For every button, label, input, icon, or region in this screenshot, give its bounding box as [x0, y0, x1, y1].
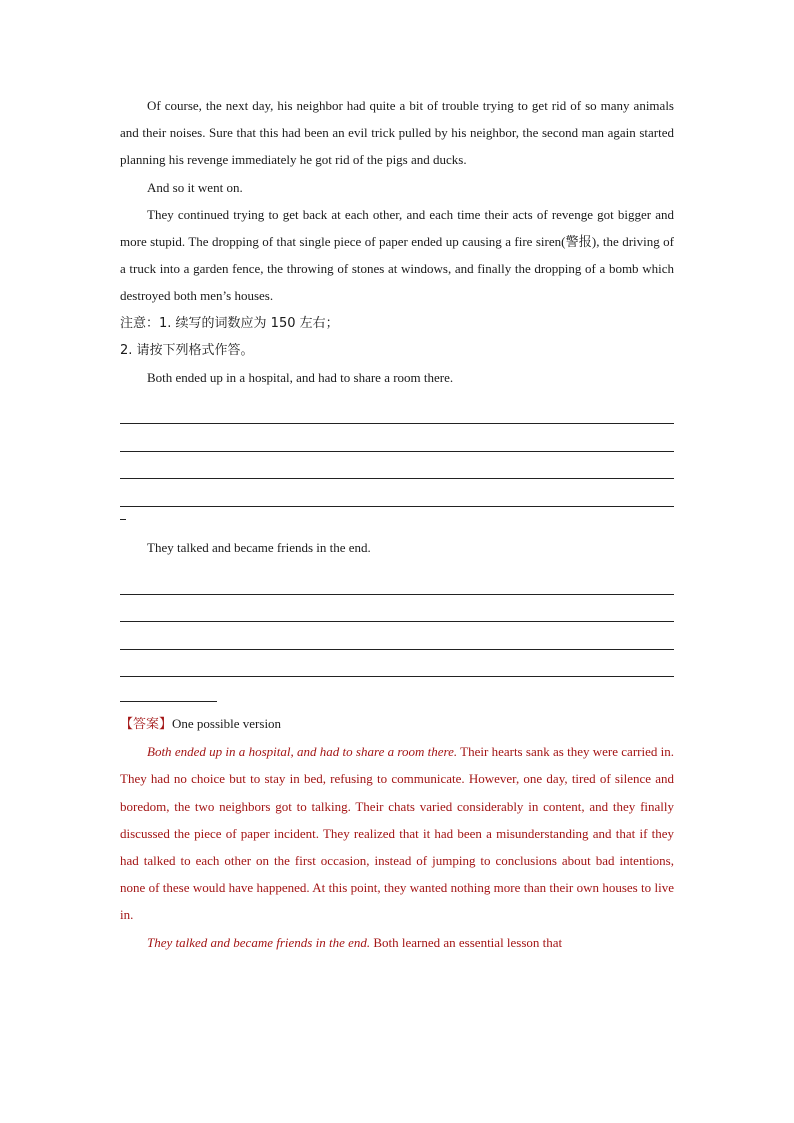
writing-line[interactable]	[120, 567, 674, 595]
passage-paragraph-1: Of course, the next day, his neighbor had quite a bit of trouble trying to get rid of so many animals and their noises. Sure that this had been an evil trick pulled by his neighbor, the second man again started planning his revenge immediately he got rid of the pigs and ducks.	[120, 98, 674, 168]
prompt-paragraph-1: Both ended up in a hospital, and had to share a room there.	[147, 369, 454, 385]
note-word-count: 注意：1. 续写的词数应为 150 左右；	[120, 315, 339, 331]
answer-paragraph-1-body: Their hearts sank as they were carried in. They had no choice but to stay in bed, refusing to communicate. However, one day, tired of silence and boredom, the two neighbors got to talking. Their chats varied considerably in content, and they finally discussed the piece of paper incident. They realized that it had been a misunderstanding and that if they had talked to each other on the first occasion, instead of jumping to conclusions about bad intentions, none of these would have happened. At this point, they wanted nothing more than their own houses to live in.	[120, 744, 674, 923]
writing-line[interactable]	[120, 397, 674, 425]
passage-paragraph-2: And so it went on.	[147, 179, 243, 195]
writing-line[interactable]	[120, 452, 674, 480]
answer-paragraph-2-body: Both learned an essential lesson that	[370, 934, 563, 950]
writing-lines-2	[120, 567, 674, 702]
writing-line[interactable]	[120, 595, 674, 623]
writing-line[interactable]	[120, 622, 674, 650]
writing-line[interactable]	[120, 650, 674, 678]
answer-header	[120, 710, 674, 738]
answer-intro: One possible version	[172, 716, 282, 732]
writing-line-short[interactable]	[120, 677, 217, 702]
note-format: 2. 请按下列格式作答。	[120, 342, 254, 358]
answer-tag: 【答案】	[120, 717, 173, 733]
writing-line[interactable]	[120, 424, 674, 452]
passage-paragraph-3: They continued trying to get back at each other, and each time their acts of revenge got bigger and more stupid. The dropping of that single piece of paper ended up causing a fire siren(警报), the driving of a truck into a garden fence, the throwing of stones at windows, and finally the dropping of a bomb which destroyed both men’s houses.	[120, 206, 674, 304]
answer-section	[120, 710, 674, 956]
answer-paragraph-1	[120, 738, 674, 928]
prompt-paragraph-2: They talked and became friends in the end.	[147, 539, 371, 555]
writing-line[interactable]	[120, 479, 674, 507]
writing-line-end-mark	[120, 507, 126, 520]
answer-paragraph-1-lead: Both ended up in a hospital, and had to share a room there.	[147, 744, 458, 760]
answer-paragraph-2	[120, 929, 674, 956]
answer-paragraph-2-lead: They talked and became friends in the end.	[147, 934, 371, 950]
writing-lines-1	[120, 397, 674, 520]
document-page	[120, 92, 674, 956]
